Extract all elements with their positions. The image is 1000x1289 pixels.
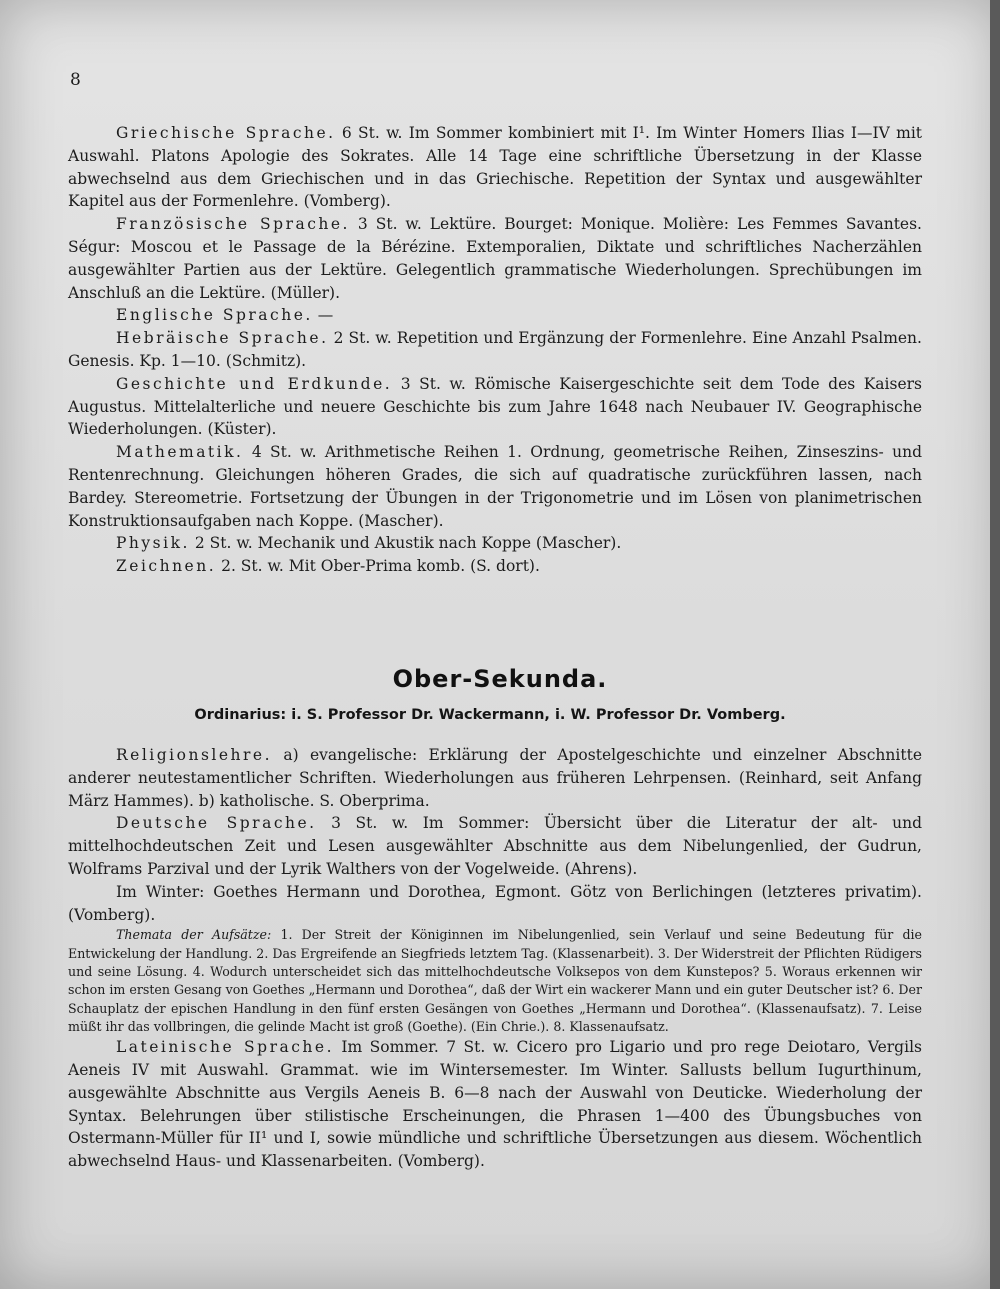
subject-label: Lateinische Sprache. bbox=[116, 1038, 334, 1057]
paragraph-franzoesisch bbox=[68, 213, 922, 304]
subject-text: Im Sommer. 7 St. w. Cicero pro Ligario und pro rege Deiotaro, Vergils Aeneis IV mit Auswahl. Grammat. wie im Wintersemester. Im Winter. Sallusts bellum Iugurthinum, ausgewählte Abschnitte aus Vergils Aeneis B. 6—8 nach der Auswahl von Deuticke. Wiederholung der Syntax. Belehrungen über stilistische Erscheinungen, die Phrasen 1—400 des Übungsbuches von Ostermann-Müller für II¹ und I, sowie mündliche und schriftliche Übersetzungen aus diesem. Wöchentlich abwechselnd Haus- und Klassenarbeiten. (Vomberg). bbox=[68, 1038, 922, 1171]
paragraph-deutsch-winter: Im Winter: Goethes Hermann und Dorothea, Egmont. Götz von Berlichingen (letzteres privatim). (Vomberg). bbox=[68, 882, 922, 924]
subject-label: Griechische Sprache. bbox=[116, 124, 336, 142]
subject-text: 4 St. w. Arithmetische Reihen 1. Ordnung, geometrische Reihen, Zinseszins- und Rentenrechnung. Gleichungen höheren Grades, die sich auf quadratische zurückführen lassen, nach Bardey. Stereometrie. Fortsetzung der Übungen in der Trigonometrie und im Lösen von planimetrischen Konstruktionsaufgaben nach Koppe. (Mascher). bbox=[68, 443, 922, 530]
subject-label: Religionslehre. bbox=[116, 746, 273, 764]
subject-text: 3 St. w. Im Sommer: Übersicht über die Literatur der alt- und mittelhochdeutschen Zeit und Lesen ausgewählter Abschnitte aus dem Nibelungenlied, der Gudrun, Wolframs Parzival und der Lyrik Walthers von der Vogelweide. (Ahrens). bbox=[68, 814, 922, 878]
subject-label: Französische Sprache. bbox=[116, 215, 350, 234]
paragraph-physik bbox=[68, 532, 922, 555]
paragraph-geschichte bbox=[68, 373, 922, 441]
subject-label: Hebräische Sprache. bbox=[116, 329, 329, 348]
subject-label: Mathematik. bbox=[116, 443, 244, 462]
subject-text: — bbox=[317, 306, 334, 325]
paragraph-zeichnen bbox=[68, 555, 922, 578]
scan-edge bbox=[990, 0, 1000, 1289]
subjects-block-lower bbox=[68, 744, 922, 1173]
subject-text: 6 St. w. Im Sommer kombiniert mit I¹. Im Winter Homers Ilias I—IV mit Auswahl. Platons Apologie des Sokrates. Alle 14 Tage eine schriftliche Übersetzung in der Klasse abwechselnd aus dem Griechischen und in das Griechische. Repetition der Syntax und ausgewählter Kapitel aus der Formenlehre. (Vomberg). bbox=[68, 124, 923, 211]
themata-text: 1. Der Streit der Königinnen im Nibelungenlied, sein Verlauf und seine Bedeutung für die Entwickelung der Handlung. 2. Das Ergreifende an Siegfrieds letztem Tag. (Klassenarbeit). 3. Der Widerstreit der Pflichten Rüdigers und seine Lösung. 4. Wodurch unterscheidet sich das mittelhochdeutsche Volksepos von dem Kunstepos? 5. Woraus erkennen wir schon im ersten Gesang von Goethes „Hermann und Dorothea“, daß der Wirt ein wackerer Mann und ein guter Deutscher ist? 6. Der Schauplatz der epischen Handlung in den fünf ersten Gesängen von Goethes „Hermann und Dorothea“. (Klassenaufsatz). 7. Leise müßt ihr das vollbringen, die gelinde Macht ist groß (Goethe). (Ein Chrie.). 8. Klassenaufsatz. bbox=[68, 927, 922, 1034]
subject-text: 3 St. w. Römische Kaisergeschichte seit dem Tode des Kaisers Augustus. Mittelalterliche und neuere Geschichte bis zum Jahre 1648 nach Neubauer IV. Geographische Wiederholungen. (Küster). bbox=[68, 374, 923, 439]
subject-text: 2 St. w. Repetition und Ergänzung der Formenlehre. Eine Anzahl Psalmen. Genesis. Kp. 1—10. (Schmitz). bbox=[68, 329, 922, 370]
themata-lead: Themata der Aufsätze: bbox=[116, 927, 272, 943]
section-title: Ober-Sekunda. bbox=[392, 665, 608, 693]
subject-label: Zeichnen. bbox=[116, 557, 217, 576]
paragraph-hebraeisch bbox=[68, 327, 922, 373]
subject-label: Geschichte und Erdkunde. bbox=[116, 374, 393, 393]
paragraph-deutsch bbox=[68, 812, 922, 880]
subject-text: 2 St. w. Mechanik und Akustik nach Koppe (Mascher). bbox=[194, 534, 622, 553]
subject-label: Physik. bbox=[116, 534, 190, 553]
subject-text: 2. St. w. Mit Ober-Prima komb. (S. dort). bbox=[221, 557, 540, 576]
paragraph-themata bbox=[68, 926, 922, 1036]
paragraph-griechisch bbox=[68, 122, 922, 213]
paragraph-mathematik bbox=[68, 441, 922, 532]
page-number: 8 bbox=[70, 70, 81, 90]
subject-label: Englische Sprache. bbox=[116, 306, 313, 325]
paragraph-englisch bbox=[68, 304, 922, 327]
paragraph-religion bbox=[68, 744, 922, 812]
subject-text: 3 St. w. Lektüre. Bourget: Monique. Molière: Les Femmes Savantes. Ségur: Moscou et le Passage de la Bérézine. Extemporalien, Diktate und schriftliches Nacherzählen ausgewählter Partien aus der Lektüre. Gelegentlich grammatische Wiederholungen. Sprechübungen im Anschluß an die Lektüre. (Müller). bbox=[68, 215, 922, 302]
paragraph-latein bbox=[68, 1036, 922, 1173]
subjects-block-upper bbox=[68, 122, 922, 578]
ordinarius-line: Ordinarius: i. S. Professor Dr. Wackermann, i. W. Professor Dr. Vomberg. bbox=[194, 707, 786, 723]
subject-text: a) evangelische: Erklärung der Apostelgeschichte und einzelner Abschnitte anderer neutestamentlicher Schriften. Wiederholungen aus früheren Lehrpensen. (Reinhard, seit Anfang März Hammes). b) katholische. S. Oberprima. bbox=[68, 746, 922, 810]
subject-label: Deutsche Sprache. bbox=[116, 814, 317, 833]
